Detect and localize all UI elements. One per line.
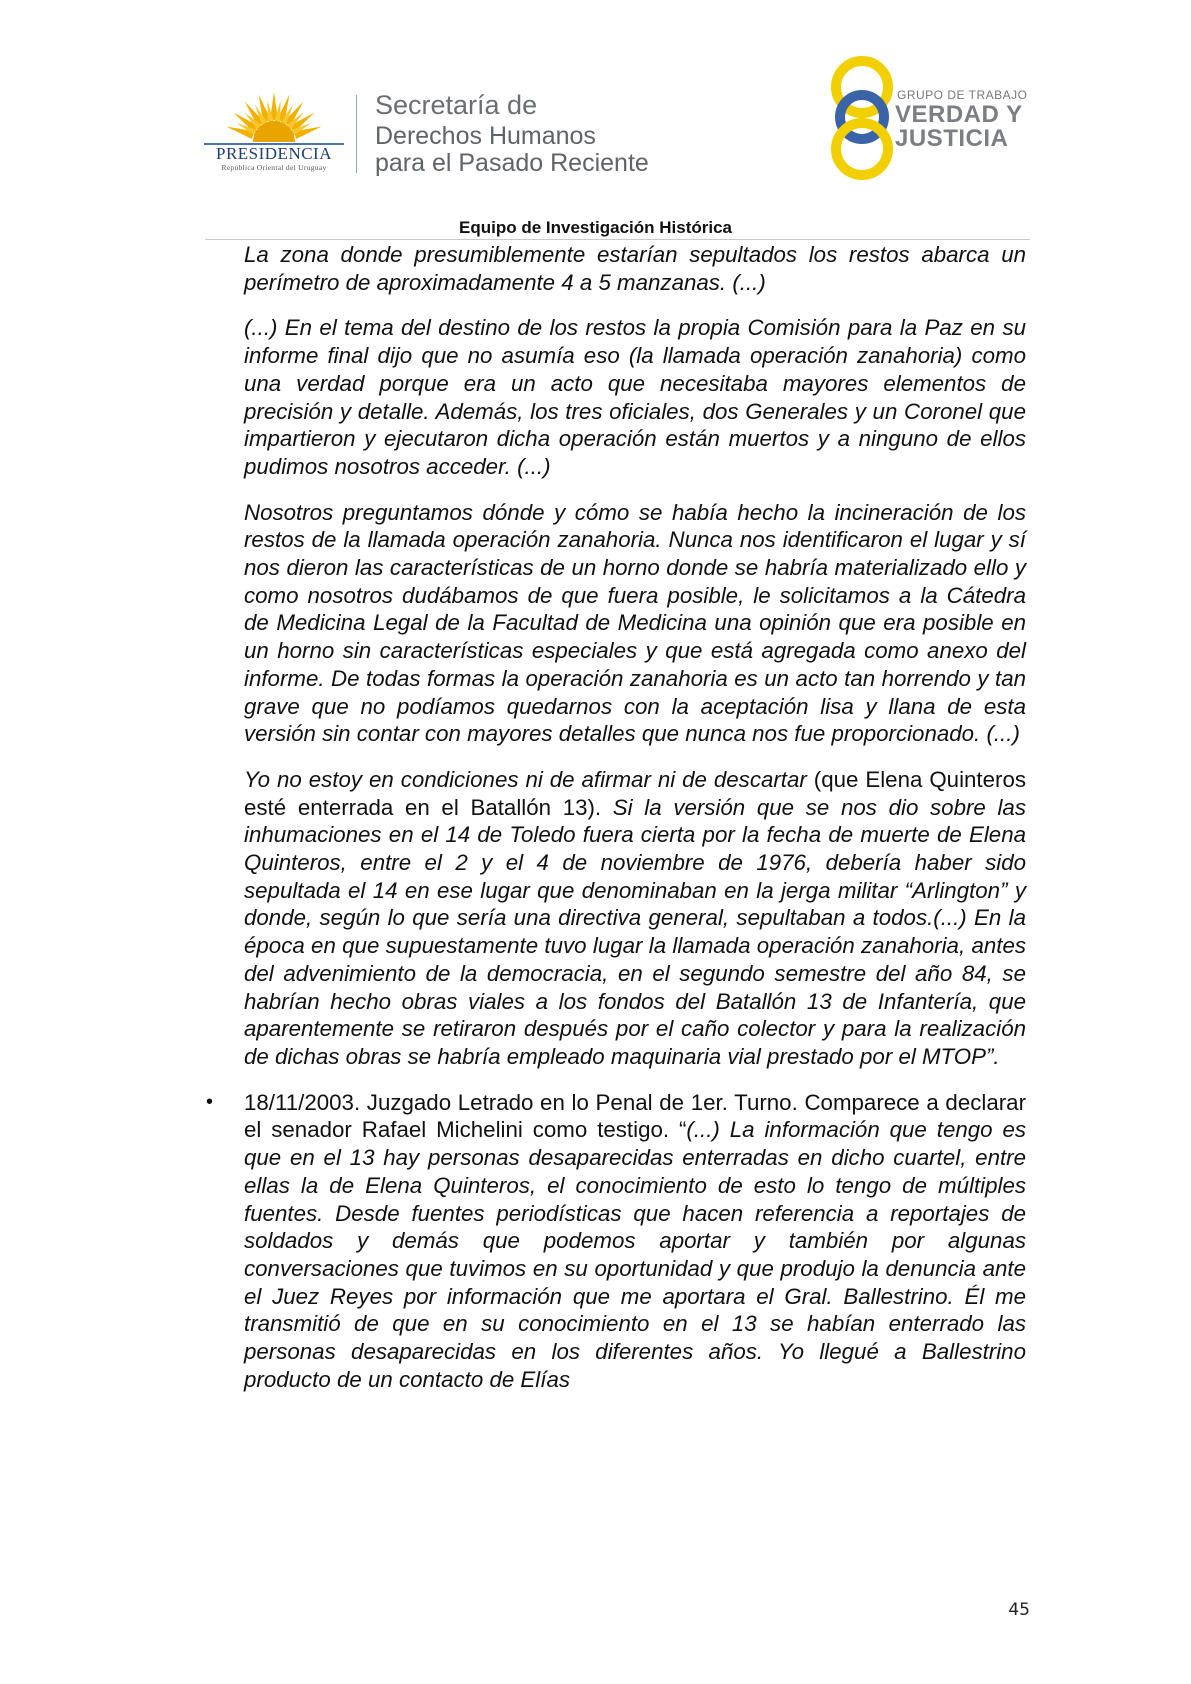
bullet-intro: 18/11/2003. Juzgado Letrado en lo Penal de 1er. Turno. Comparece a declarar el senador Rafael Michelini como testigo. “: [244, 1089, 1026, 1143]
bullet-icon: •: [206, 1090, 214, 1113]
bullet-quote: (...) La información que tengo es que en el 13 hay personas desaparecidas enterradas en dicho cuartel, entre ellas la de Elena Quinteros, el conocimiento de esto lo tengo de múltiples fuentes. Desde fuentes periodísticas que hacen referencia a reportajes de soldados y demás que podemos aportar y también por algunas conversaciones que tuvimos en su oportunidad y que produjo la denuncia ante el Juez Reyes por información que me aportara el Gral. Ballestrino. Él me transmitió de que en su conocimiento en el 13 se habían enterrado las personas desaparecidas en los diferentes años. Yo llegué a Ballestrino producto de un contacto de Elías: [244, 1117, 1027, 1392]
header-rule: [205, 239, 1030, 240]
secretaria-line1: Secretaría de: [375, 90, 538, 120]
paragraph-3: Nosotros preguntamos dónde y cómo se había hecho la incineración de los restos de la llamada operación zanahoria. Nunca nos identificaron el lugar y sí nos dieron las características de un horno donde se habría materializado ello y como nosotros dudábamos de que fuera posible, le solicitamos a la Cátedra de Medicina Legal de la Facultad de Medicina una opinión que era posible en un horno sin características especiales y que está agregada como anexo del informe. De todas formas la operación zanahoria es un acto tan horrendo y tan grave que no podíamos quedarnos con la aceptación lisa y llana de esta versión sin contar con mayores detalles que nunca nos fue proporcionado. (...): [244, 499, 1026, 747]
vj-title-line2: JUSTICIA: [895, 125, 1009, 152]
page-number: 45: [1008, 1600, 1030, 1620]
vj-grupo-label: GRUPO DE TRABAJO: [897, 88, 1028, 102]
paragraph-2: (...) En el tema del destino de los restos la propia Comisión para la Paz en su informe final dijo que no asumía eso (la llamada operación zanahoria) como una verdad porque era un acto que necesitaba mayores elementos de precisión y detalle. Además, los tres oficiales, dos Generales y un Coronel que impartieron y ejecutaron dicha operación están muertos y a ninguno de ellos pudimos nosotros acceder. (...): [244, 315, 1026, 479]
vj-title-line1: VERDAD Y: [895, 101, 1023, 128]
secretaria-line3: para el Pasado Reciente: [375, 149, 649, 177]
team-title: Equipo de Investigación Histórica: [459, 218, 732, 237]
verdad-justicia-rings-logo: [822, 55, 902, 180]
page-header: [0, 0, 1191, 235]
presidencia-subtitle: República Oriental del Uruguay: [221, 163, 327, 172]
paragraph-4-quote-b: Si la versión que se nos dio sobre las inhumaciones en el 14 de Toledo fuera cierta por la fecha de muerte de Elena Quinteros, entre el 2 y el 4 de noviembre de 1976, debería haber sido sepultada el 14 en ese lugar que denominaban en la jerga militar “Arlington” y donde, según lo que sería una directiva general, sepultaban a todos.(...) En la época en que supuestamente tuvo lugar la llamada operación zanahoria, antes del advenimiento de la democracia, en el segundo semestre del año 84, se habrían hecho obras viales a los fondos del Batallón 13 de Infantería, que aparentemente se retiraron después por el caño colector y para la realización de dichas obras se habría empleado maquinaria vial prestado por el MTOP”.: [244, 794, 1026, 1069]
list-item: [206, 1089, 1027, 1394]
paragraph-1: La zona donde presumiblemente estarían sepultados los restos abarca un perímetro de aproximadamente 4 a 5 manzanas. (...): [244, 242, 1026, 295]
paragraph-4-quote-a: Yo no estoy en condiciones ni de afirmar ni de descartar: [244, 766, 807, 792]
document-body: [206, 241, 1027, 1411]
paragraph-4: [244, 766, 1026, 1071]
bullet-paragraph: [244, 1089, 1026, 1394]
paragraph-4-aside: (que Elena Quinteros esté enterrada en el Batallón 13).: [244, 766, 1026, 820]
presidencia-name: PRESIDENCIA: [215, 144, 332, 163]
secretaria-line2: Derechos Humanos: [375, 122, 596, 150]
logo-divider: [356, 95, 357, 173]
